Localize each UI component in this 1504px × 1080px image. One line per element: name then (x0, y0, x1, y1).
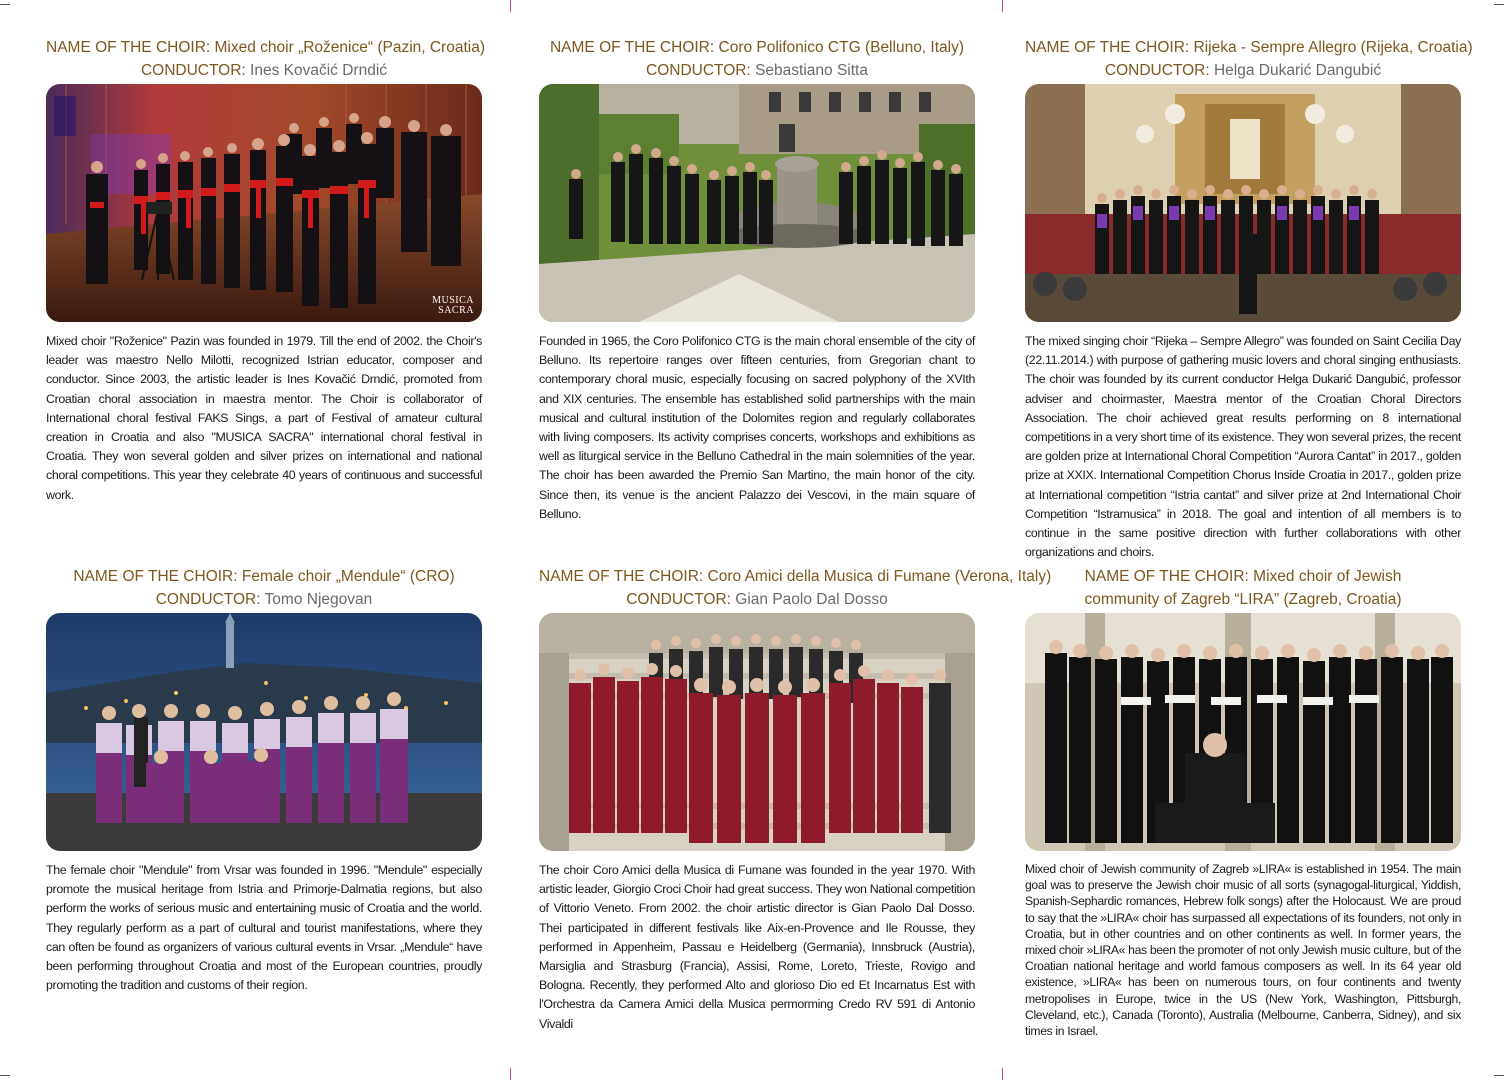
musica-sacra-logo: MUSICA SACRA (432, 295, 474, 316)
fold-mark (1002, 0, 1003, 12)
choir-name: Rijeka - Sempre Allegro (Rijeka, Croatia) (1193, 39, 1473, 56)
conductor-name: Gian Paolo Dal Dosso (735, 591, 888, 608)
choir-name-label: NAME OF THE CHOIR: (1025, 39, 1190, 56)
choir-name: Mixed choir of Jewish community of Zagreb “LIRA” (Zagreb, Croatia) (1084, 568, 1402, 608)
choir-description: Founded in 1965, the Coro Polifonico CTG is the main choral ensemble of the city of Belluno. Its repertoire ranges over fifteen centuries, from Gregorian chant to contemporary choral music, especially focusing on sacred polyphony of the XVIth and XIX centuries. The ensemble has established solid partnerships with the main musical and cultural institution of the Dolomites region and regularly collaborates with living composers. Its activity comprises concerts, workshops and exhibitions as well as liturgical service in the Belluno Cathedral in the main solemnities of the year. The choir has been awarded the Premio San Martino, the main honor of the city. Since then, its venue is the ancient Palazzo dei Vescovi, in the main square of Belluno. (539, 334, 975, 521)
fold-mark (1002, 1068, 1003, 1080)
choir-name: Coro Polifonico CTG (Belluno, Italy) (718, 39, 965, 56)
choir-name-label: NAME OF THE CHOIR: (73, 568, 238, 585)
choir-photo (1025, 613, 1461, 851)
crop-mark (1494, 1075, 1504, 1076)
conductor-label: CONDUCTOR: (155, 591, 261, 608)
choir-heading (46, 36, 485, 82)
choir-name-label: NAME OF THE CHOIR: (539, 568, 704, 585)
conductor-name: Tomo Njegovan (264, 591, 373, 608)
choir-photo-image (1025, 613, 1461, 851)
choir-name-label: NAME OF THE CHOIR: (549, 39, 715, 56)
choir-description: The choir Coro Amici della Musica di Fumane was founded in the year 1970. With artistic leader, Giorgio Croci Choir had great success. They won National competition of Vittorio Veneto. From 2002. the choir artistic director is Gian Paolo Dal Dosso. Thei participated in different festivals like Aix-en-Provence and Ile Rousse, they performed in Appenheim, Passau e Heidelberg (Germania), Innsbruck (Austria), Marsiglia and Strasburg (Francia), Assisi, Rome, Loreto, Trieste, Rovigo and Bologna. Recently, they performed Alto and glorioso Dio ed Et Incarnatus Est with l'Orchestra da Camera Amici della Musica permorming Credo RV 591 di Antonio Vivaldi (539, 863, 975, 1031)
choir-name: Coro Amici della Musica di Fumane (Verona, Italy) (707, 568, 1052, 585)
conductor-label: CONDUCTOR: (626, 591, 731, 608)
choir-heading (539, 36, 975, 82)
choir-description: Mixed choir "Roženice" Pazin was founded in 1979. Till the end of 2002. the Choir's leader was maestro Nello Milotti, recognized Istrian educator, composer and conductor. Since 2003, the artistic leader is Ines Kovačić Drndić, promoted from Croatian choral association in maestra mentor. The Choir is collaborator of International choral festival FAKS Sings, a part of Festival of amateur cultural creation in Croatia and also "MUSICA SACRA" international choral festival in Croatia. They won several golden and silver prizes on international and national choral competitions. This year they celebrate 40 years of continuous and successful work. (46, 334, 482, 502)
choir-photo (46, 84, 482, 322)
choir-heading (46, 565, 482, 611)
choir-name-label: NAME OF THE CHOIR: (46, 39, 211, 56)
choir-photo (539, 613, 975, 851)
choir-card-rijeka-sempre-allegro (1025, 36, 1473, 560)
choir-name: Mixed choir „Roženice“ (Pazin, Croatia) (214, 39, 485, 56)
conductor-name: Helga Dukarić Dangubić (1213, 62, 1382, 79)
crop-mark (0, 1075, 10, 1076)
conductor-label: CONDUCTOR: (140, 62, 246, 79)
fold-mark (510, 0, 511, 12)
choir-card-mendule (46, 565, 482, 993)
choir-photo (46, 613, 482, 851)
conductor-name: Ines Kovačić Drndić (250, 62, 388, 79)
choir-photo (1025, 84, 1461, 322)
choir-description: Mixed choir of Jewish community of Zagreb »LIRA« is established in 1954. The main goal was to preserve the Jewish choir music of all sorts (synagogal-liturgical, Yiddish, Spanish-Sephardic romances, Hebrew folk songs) after the Holocaust. We are proud to say that the »LIRA« choir has surpassed all expectations of its founders, not only in Croatia, but in other countries and on other continents as well. In former years, the mixed choir »LIRA« has been the promoter of not only Jewish music culture, but of the Croatian national heritage and world famous composers as well. In its 64 year old existence, »LIRA« has been on numerous tours, on four continents and twenty metropolises in Europe, twice in the US (New York, Washington, Pittsburgh, Cleveland, etc.), Canada (Toronto), Australia (Melbourne, Canberra, Sidney), and six times in Israel. (1025, 862, 1461, 1039)
choir-description: The mixed singing choir “Rijeka – Sempre Allegro” was founded on Saint Cecilia Day (22.11.2014.) with purpose of gathering music lovers and choral singing enthusiasts. The choir was founded by its current conductor Helga Dukarić Dangubić, professor adviser and choirmaster, Maestra mentor of the Croatian Choral Directors Association. The choir achieved great results performing on 8 international competitions in a very short time of its existence. They won several prizes, the recent are golden prize at International Choral Competition “Aurora Cantat” in 2017., golden prize at XXIX. International Competition Chorus Inside Croatia in 2017., golden prize at International competition “Istria cantat” and silver prize at 2nd International Choir Competition “Istramusica” in 2018. The goal and intention of all members is to continue in the same positive direction with further collaborations with other organizations and choirs. (1025, 334, 1461, 560)
choir-heading (1025, 36, 1473, 82)
conductor-label: CONDUCTOR: (646, 62, 751, 79)
choir-photo (539, 84, 975, 322)
choir-card-coro-amici-fumane (539, 565, 1052, 1031)
choir-heading (539, 565, 1052, 611)
conductor-name: Sebastiano Sitta (755, 62, 868, 79)
conductor-label: CONDUCTOR: (1104, 62, 1210, 79)
choir-photo-image (46, 613, 482, 851)
choir-photo-image (46, 84, 482, 322)
choir-photo-image (539, 613, 975, 851)
choir-card-lira-zagreb (1025, 565, 1461, 1039)
choir-photo-image (1025, 84, 1461, 322)
choir-card-rozenice (46, 36, 485, 502)
choir-name: Female choir „Mendule“ (CRO) (241, 568, 455, 585)
crop-mark (0, 4, 10, 5)
fold-mark (510, 1068, 511, 1080)
choir-description: The female choir "Mendule" from Vrsar was founded in 1996. "Mendule" especially promote the musical heritage from Istria and Primorje-Dalmatia regions, but also perform the works of serious music and entertaining music of Croatia and the world. They regularly perform as a part of cultural and tourist manifestations, where they can often be found as organizers of various cultural events in Vrsar. „Mendule“ have been performing throughout Croatia and most of the European countries, proudly promoting the tradition and customs of their region. (46, 863, 482, 993)
choir-photo-image (539, 84, 975, 322)
choir-card-coro-polifonico-ctg (539, 36, 975, 521)
choir-name-label: NAME OF THE CHOIR: (1084, 568, 1249, 585)
crop-mark (1494, 4, 1504, 5)
